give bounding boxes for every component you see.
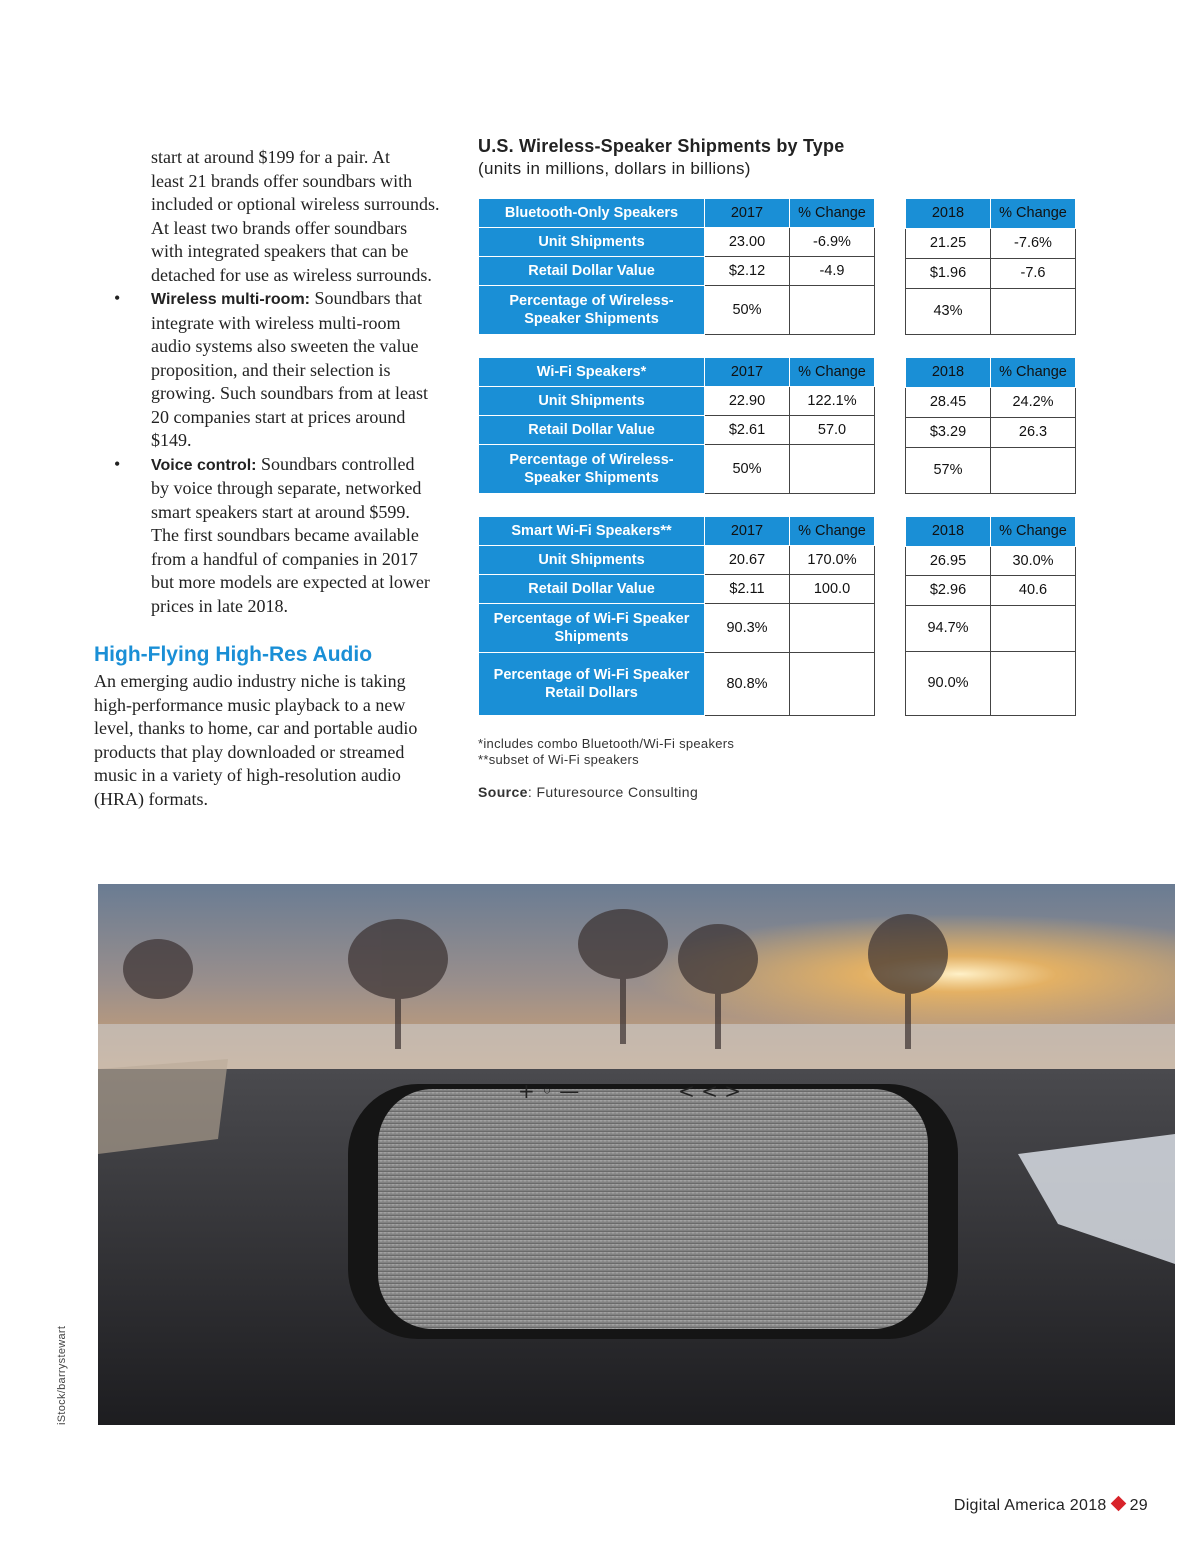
cell-change: 30.0% — [991, 546, 1076, 576]
cell-value: 43% — [906, 288, 991, 334]
table-row — [479, 653, 875, 716]
table-header-row — [906, 199, 1076, 229]
cell-value: $3.29 — [906, 417, 991, 447]
table-header-row — [479, 358, 875, 387]
table-row — [906, 417, 1076, 447]
table-row — [906, 447, 1076, 493]
table-section — [478, 357, 1078, 494]
table-row — [906, 288, 1076, 334]
cell-change — [991, 605, 1076, 651]
cell-change — [991, 288, 1076, 334]
table-row — [479, 445, 875, 494]
table-row — [479, 257, 875, 286]
cell-value: 20.67 — [705, 546, 790, 575]
footnotes — [478, 736, 1078, 768]
table-row — [479, 228, 875, 257]
row-label: Retail Dollar Value — [479, 257, 705, 286]
speaker-photo-illustration — [98, 884, 1175, 1425]
text-line: integrate with wireless multi-room — [151, 312, 401, 333]
table-row — [906, 651, 1076, 715]
text-line: by voice through separate, networked — [151, 478, 422, 498]
cell-value: 21.25 — [906, 228, 991, 258]
cell-value: $2.12 — [705, 257, 790, 286]
year-header: 2018 — [906, 517, 991, 547]
cell-value: 94.7% — [906, 605, 991, 651]
text-line: detached for use as wireless surrounds. — [151, 264, 432, 285]
text-line: least 21 brands offer soundbars with — [151, 170, 413, 191]
bullet-dot: • — [114, 288, 121, 308]
row-label: Retail Dollar Value — [479, 575, 705, 604]
bullet-voice-control — [94, 453, 454, 619]
cell-value: 90.3% — [705, 604, 790, 653]
table-header-row — [479, 199, 875, 228]
table-header-row — [906, 358, 1076, 388]
cell-change: -7.6 — [991, 258, 1076, 288]
cell-change: -6.9% — [790, 228, 875, 257]
cell-change: 100.0 — [790, 575, 875, 604]
row-label: Retail Dollar Value — [479, 416, 705, 445]
cell-value: 23.00 — [705, 228, 790, 257]
row-label: Unit Shipments — [479, 387, 705, 416]
table-row — [479, 604, 875, 653]
cell-change: 24.2% — [991, 387, 1076, 417]
table-row — [479, 286, 875, 335]
text-line: 20 companies start at prices around — [151, 406, 406, 427]
table-2017 — [478, 516, 875, 716]
text-line: included or optional wireless surrounds. — [151, 194, 440, 214]
bullet-dot: • — [114, 453, 121, 474]
text-line: smart speakers start at around $599. — [151, 501, 410, 522]
table-2018 — [905, 516, 1076, 716]
text-line: but more models are expected at lower — [151, 572, 430, 592]
cell-change: -7.6% — [991, 228, 1076, 258]
cell-change: 170.0% — [790, 546, 875, 575]
table-row — [906, 228, 1076, 258]
cell-change — [991, 447, 1076, 493]
section-name: Wi-Fi Speakers* — [479, 358, 705, 387]
cell-value: $2.61 — [705, 416, 790, 445]
bullet-lead: Wireless multi-room: — [151, 291, 310, 308]
table-subtitle: (units in millions, dollars in billions) — [478, 159, 751, 178]
svg-text:< < >: < < > — [678, 1079, 741, 1103]
text-line: music in a variety of high-resolution audio — [94, 765, 401, 785]
diamond-icon — [1110, 1496, 1126, 1512]
text-line: An emerging audio industry niche is taking — [94, 671, 406, 691]
change-header: % Change — [790, 358, 875, 387]
text-line: growing. Such soundbars from at least — [151, 383, 428, 403]
footnote: **subset of Wi-Fi speakers — [478, 752, 639, 767]
cell-change — [991, 651, 1076, 715]
year-header: 2018 — [906, 199, 991, 229]
table-header-row — [479, 517, 875, 546]
change-header: % Change — [991, 517, 1076, 547]
change-header: % Change — [991, 199, 1076, 229]
table-row — [906, 258, 1076, 288]
text-line: products that play downloaded or streamed — [94, 741, 405, 762]
cell-change: 57.0 — [790, 416, 875, 445]
photo-credit: iStock/barrystewart — [56, 1325, 68, 1425]
tables-container — [478, 198, 1078, 716]
svg-text:+ ◦ —: + ◦ — — [518, 1079, 580, 1103]
cell-change — [790, 604, 875, 653]
cell-value: 28.45 — [906, 387, 991, 417]
cell-value: $2.96 — [906, 576, 991, 606]
text-line: from a handful of companies in 2017 — [151, 548, 418, 569]
cell-change: -4.9 — [790, 257, 875, 286]
table-title: U.S. Wireless-Speaker Shipments by Type — [478, 136, 845, 156]
text-line: Soundbars controlled — [256, 453, 415, 474]
text-line: $149. — [151, 430, 192, 450]
table-row — [479, 575, 875, 604]
cell-value: 50% — [705, 286, 790, 335]
row-label: Percentage of Wireless-Speaker Shipments — [479, 286, 705, 335]
text-line: audio systems also sweeten the value — [151, 336, 419, 356]
speaker-photo — [98, 884, 1175, 1425]
cell-value: 26.95 — [906, 546, 991, 576]
row-label: Unit Shipments — [479, 228, 705, 257]
table-2018 — [905, 198, 1076, 335]
cell-change — [790, 445, 875, 494]
cell-value: $2.11 — [705, 575, 790, 604]
cell-value: 22.90 — [705, 387, 790, 416]
cell-value: $1.96 — [906, 258, 991, 288]
section-name: Smart Wi-Fi Speakers** — [479, 517, 705, 546]
page-number: 29 — [1129, 1497, 1148, 1514]
text-line: with integrated speakers that can be — [151, 241, 409, 261]
source-line — [478, 784, 1078, 800]
text-line: proposition, and their selection is — [151, 359, 391, 380]
cell-value: 90.0% — [906, 651, 991, 715]
text-line: The first soundbars became available — [151, 525, 419, 545]
section-heading: High-Flying High-Res Audio — [94, 643, 373, 666]
cell-change: 122.1% — [790, 387, 875, 416]
cell-value: 50% — [705, 445, 790, 494]
row-label: Percentage of Wi-Fi Speaker Retail Dollars — [479, 653, 705, 716]
table-row — [479, 546, 875, 575]
publication-name: Digital America 2018 — [953, 1497, 1107, 1514]
table-row — [906, 546, 1076, 576]
table-row — [906, 387, 1076, 417]
bullet-lead: Voice control: — [151, 456, 257, 474]
source-text: : Futuresource Consulting — [527, 784, 699, 800]
change-header: % Change — [790, 199, 875, 228]
hra-paragraph — [94, 670, 454, 811]
text-line: start at around $199 for a pair. At — [151, 147, 390, 167]
year-header: 2018 — [906, 358, 991, 388]
text-line: At least two brands offer soundbars — [151, 217, 408, 238]
section-name: Bluetooth-Only Speakers — [479, 199, 705, 228]
cell-value: 57% — [906, 447, 991, 493]
table-2018 — [905, 357, 1076, 494]
shipments-table-section — [478, 134, 1078, 800]
cell-change: 40.6 — [991, 576, 1076, 606]
table-2017 — [478, 198, 875, 335]
text-line: (HRA) formats. — [94, 788, 208, 809]
table-row — [479, 416, 875, 445]
intro-paragraph — [94, 146, 454, 287]
table-section — [478, 198, 1078, 335]
table-section — [478, 516, 1078, 716]
table-header-row — [906, 517, 1076, 547]
row-label: Percentage of Wireless-Speaker Shipments — [479, 445, 705, 494]
page-footer — [954, 1497, 1148, 1515]
row-label: Percentage of Wi-Fi Speaker Shipments — [479, 604, 705, 653]
bullet-wireless-multiroom — [94, 287, 454, 453]
change-header: % Change — [991, 358, 1076, 388]
text-line: level, thanks to home, car and portable audio — [94, 718, 418, 738]
cell-change — [790, 286, 875, 335]
table-row — [906, 576, 1076, 606]
footnote: *includes combo Bluetooth/Wi-Fi speakers — [478, 736, 735, 751]
article-left-column — [94, 146, 454, 811]
cell-value: 80.8% — [705, 653, 790, 716]
cell-change: 26.3 — [991, 417, 1076, 447]
cell-change — [790, 653, 875, 716]
table-row — [906, 605, 1076, 651]
row-label: Unit Shipments — [479, 546, 705, 575]
source-label: Source — [478, 784, 528, 800]
year-header: 2017 — [705, 358, 790, 387]
change-header: % Change — [790, 517, 875, 546]
table-row — [479, 387, 875, 416]
year-header: 2017 — [705, 199, 790, 228]
text-line: high-performance music playback to a new — [94, 694, 406, 715]
year-header: 2017 — [705, 517, 790, 546]
text-line: prices in late 2018. — [151, 595, 288, 616]
table-2017 — [478, 357, 875, 494]
text-line: Soundbars that — [310, 288, 422, 308]
